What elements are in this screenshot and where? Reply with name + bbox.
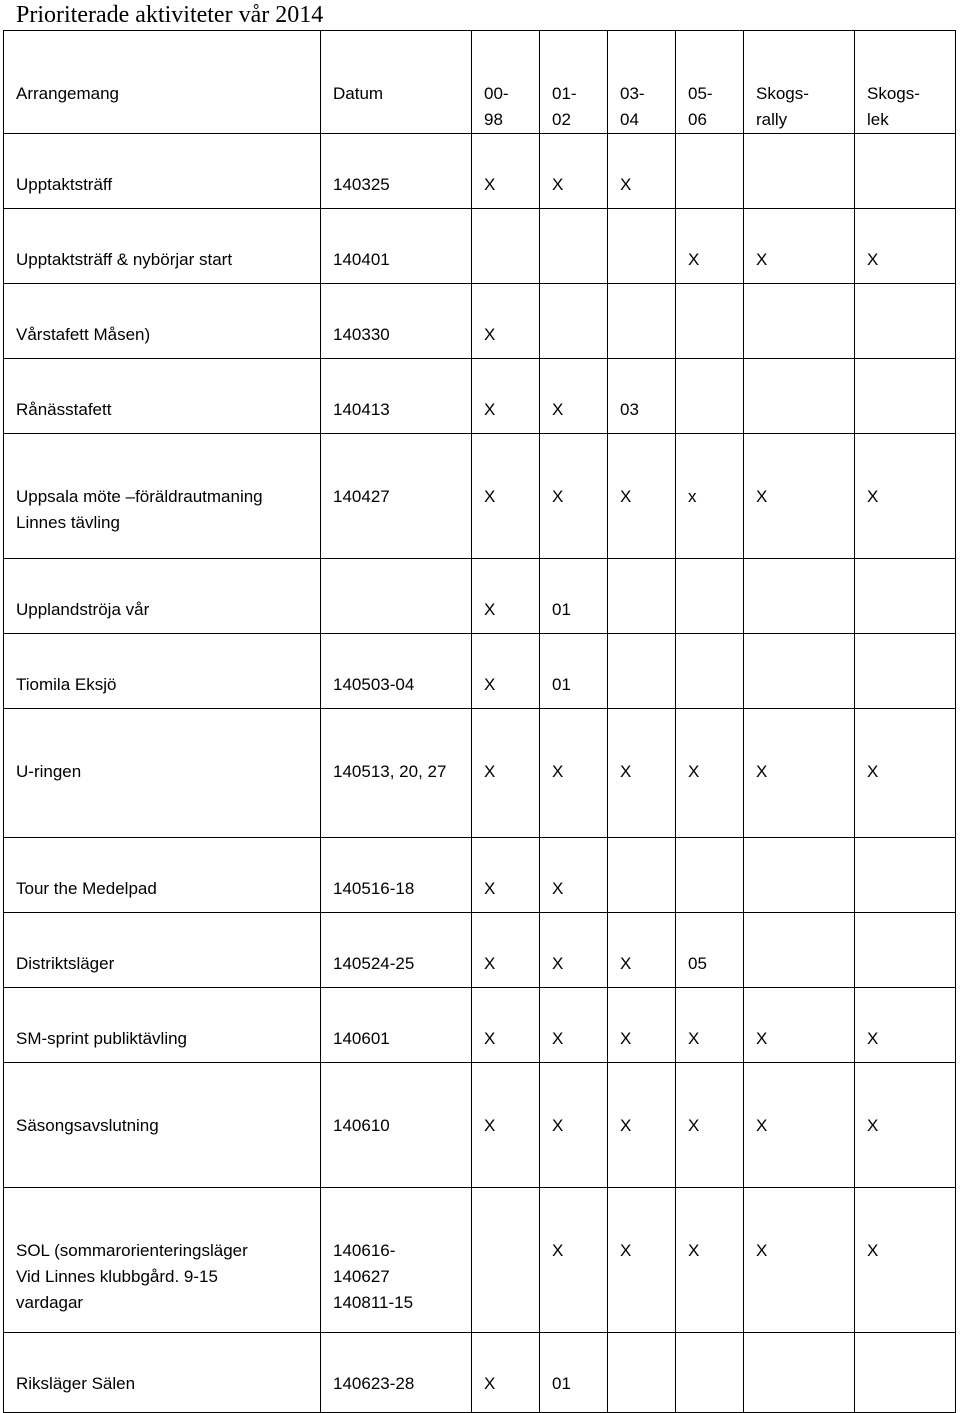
cell-datum [321,559,472,634]
cell-arrangemang: Distriktsläger [4,913,321,988]
cell-datum: 140325 [321,134,472,209]
cell-03-04: X [608,1063,676,1188]
cell-00-98: X [472,709,540,838]
cell-00-98: X [472,134,540,209]
cell-skogslek: X [855,709,956,838]
cell-datum: 140610 [321,1063,472,1188]
cell-skogsrally: X [744,988,855,1063]
cell-skogsrally [744,359,855,434]
cell-03-04: X [608,709,676,838]
cell-arrangemang: SOL (sommarorienteringsläger Vid Linnes klubbgård. 9-15 vardagar [4,1188,321,1333]
cell-01-02: X [540,913,608,988]
header-row [4,31,956,134]
cell-skogsrally: X [744,1188,855,1333]
cell-03-04 [608,1333,676,1413]
cell-skogslek [855,634,956,709]
cell-01-02: X [540,434,608,559]
cell-datum: 140413 [321,359,472,434]
cell-01-02: X [540,134,608,209]
cell-03-04 [608,634,676,709]
cell-03-04 [608,559,676,634]
cell-arrangemang: SM-sprint publiktävling [4,988,321,1063]
cell-05-06: X [676,988,744,1063]
table-row [4,709,956,838]
cell-skogsrally [744,134,855,209]
cell-05-06 [676,1333,744,1413]
cell-skogslek [855,559,956,634]
cell-00-98: X [472,559,540,634]
cell-05-06: 05 [676,913,744,988]
table-row [4,634,956,709]
cell-01-02 [540,209,608,284]
cell-skogslek: X [855,988,956,1063]
cell-05-06: X [676,1063,744,1188]
cell-05-06 [676,284,744,359]
cell-datum: 140427 [321,434,472,559]
cell-03-04 [608,284,676,359]
cell-datum: 140516-18 [321,838,472,913]
cell-skogsrally [744,559,855,634]
cell-05-06 [676,634,744,709]
table-row [4,134,956,209]
cell-datum: 140601 [321,988,472,1063]
table-row [4,559,956,634]
cell-03-04: X [608,434,676,559]
cell-01-02: 01 [540,634,608,709]
cell-01-02: 01 [540,1333,608,1413]
cell-skogsrally [744,913,855,988]
cell-datum: 140616- 140627 140811-15 [321,1188,472,1333]
cell-arrangemang: Tiomila Eksjö [4,634,321,709]
cell-01-02: X [540,1188,608,1333]
cell-03-04 [608,209,676,284]
cell-arrangemang: Riksläger Sälen [4,1333,321,1413]
cell-05-06: x [676,434,744,559]
header-datum: Datum [321,31,472,134]
cell-skogslek [855,134,956,209]
cell-03-04: X [608,988,676,1063]
page-title: Prioriterade aktiviteter vår 2014 [16,2,324,28]
cell-datum: 140330 [321,284,472,359]
cell-00-98: X [472,434,540,559]
cell-skogsrally: X [744,434,855,559]
cell-skogsrally [744,838,855,913]
cell-skogslek: X [855,1188,956,1333]
cell-05-06 [676,838,744,913]
cell-00-98: X [472,359,540,434]
cell-03-04: X [608,134,676,209]
cell-00-98: X [472,634,540,709]
cell-03-04: X [608,913,676,988]
cell-05-06: X [676,209,744,284]
table-row [4,359,956,434]
header-arrangemang: Arrangemang [4,31,321,134]
cell-arrangemang: U-ringen [4,709,321,838]
table-row [4,1063,956,1188]
cell-skogsrally [744,284,855,359]
cell-03-04 [608,838,676,913]
cell-datum: 140401 [321,209,472,284]
cell-skogslek: X [855,434,956,559]
cell-skogslek: X [855,209,956,284]
header-05-06: 05- 06 [676,31,744,134]
cell-skogslek [855,1333,956,1413]
cell-05-06: X [676,1188,744,1333]
cell-arrangemang: Uppsala möte –föräldrautmaning Linnes tävling [4,434,321,559]
cell-skogslek [855,359,956,434]
table-row [4,1188,956,1333]
cell-arrangemang: Vårstafett Måsen) [4,284,321,359]
cell-arrangemang: Rånässtafett [4,359,321,434]
cell-arrangemang: Upptaktsträff [4,134,321,209]
cell-01-02: X [540,1063,608,1188]
cell-01-02 [540,284,608,359]
cell-skogsrally [744,1333,855,1413]
table-row [4,434,956,559]
cell-datum: 140623-28 [321,1333,472,1413]
cell-skogsrally [744,634,855,709]
cell-01-02: X [540,709,608,838]
cell-skogsrally: X [744,709,855,838]
cell-00-98: X [472,988,540,1063]
cell-01-02: X [540,988,608,1063]
cell-skogsrally: X [744,209,855,284]
header-01-02: 01- 02 [540,31,608,134]
cell-03-04: X [608,1188,676,1333]
cell-00-98: X [472,1063,540,1188]
cell-datum: 140513, 20, 27 [321,709,472,838]
cell-00-98 [472,209,540,284]
cell-00-98: X [472,913,540,988]
header-skogslek: Skogs- lek [855,31,956,134]
cell-05-06 [676,134,744,209]
cell-skogslek: X [855,1063,956,1188]
cell-datum: 140524-25 [321,913,472,988]
header-00-98: 00- 98 [472,31,540,134]
cell-01-02: X [540,359,608,434]
cell-skogslek [855,838,956,913]
cell-datum: 140503-04 [321,634,472,709]
cell-arrangemang: Upplandströja vår [4,559,321,634]
cell-00-98 [472,1188,540,1333]
table-row [4,988,956,1063]
cell-skogsrally: X [744,1063,855,1188]
table-row [4,1333,956,1413]
cell-arrangemang: Tour the Medelpad [4,838,321,913]
cell-01-02: X [540,838,608,913]
cell-00-98: X [472,838,540,913]
cell-skogslek [855,284,956,359]
cell-arrangemang: Säsongsavslutning [4,1063,321,1188]
cell-00-98: X [472,284,540,359]
cell-skogslek [855,913,956,988]
table-row [4,284,956,359]
table-row [4,838,956,913]
cell-00-98: X [472,1333,540,1413]
cell-05-06 [676,359,744,434]
cell-01-02: 01 [540,559,608,634]
activities-table [3,30,956,1413]
cell-arrangemang: Upptaktsträff & nybörjar start [4,209,321,284]
table-row [4,913,956,988]
cell-05-06 [676,559,744,634]
header-skogsrally: Skogs- rally [744,31,855,134]
cell-03-04: 03 [608,359,676,434]
table-row [4,209,956,284]
cell-05-06: X [676,709,744,838]
header-03-04: 03- 04 [608,31,676,134]
